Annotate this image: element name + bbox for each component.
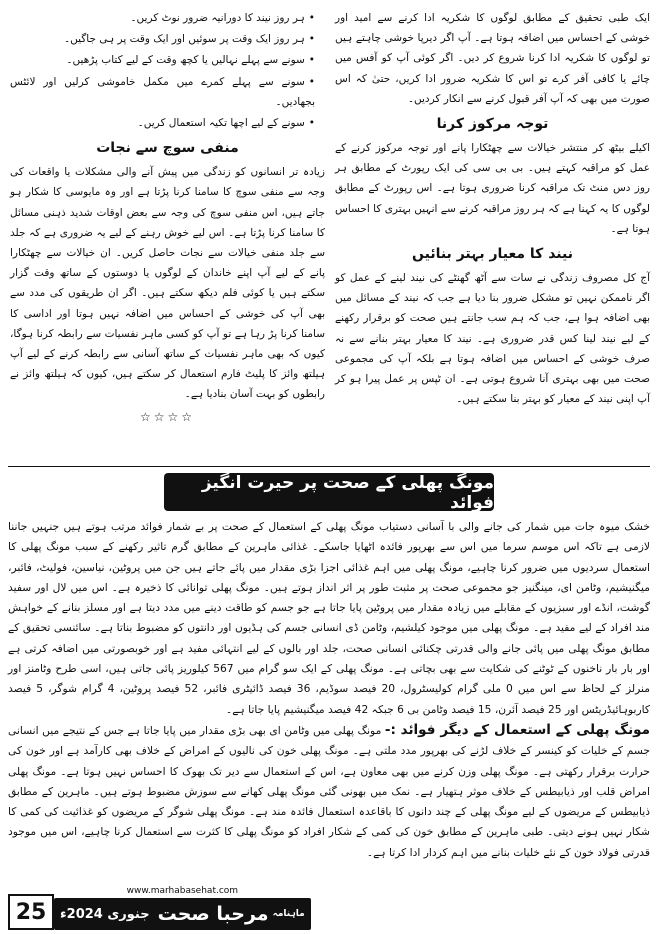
article-title: مونگ پھلی کے صحت پر حیرت انگیز فوائد [201,472,494,513]
article-title-banner [164,473,494,511]
sleep-heading: نیند کا معیار بہتر بنائیں [412,246,573,263]
sleep-tip-2: • ہر روز ایک وقت پر سوئیں اور ایک وقت پر ہی جاگیں۔ [10,29,325,49]
left-column [10,8,325,460]
page-footer [8,880,328,930]
website-url[interactable]: www.marhabasehat.com [126,886,239,896]
article-body [8,517,650,859]
peanut-benefits-paragraph [8,720,650,863]
negative-thinking-heading: منفی سوچ سے نجات [96,140,239,157]
section-divider [8,466,650,467]
peanut-intro-paragraph: خشک میوہ جات میں شمار کی جانے والی با آسانی دستیاب مونگ پھلی کے استعمال کے صحت پر بے شمار فوائد مرتب ہوتے ہیں جنہیں جاننا لازمی ہے تاکہ اس موسم سرما میں اس سے بھرپور فائدہ اٹھایا جاسکے۔ غذائی ماہرین کے مطابق گرم تاثیر رکھنے کے سبب مونگ پھلی کا استعمال سردیوں میں ضرور کرنا چاہیے، مونگ پھلی میں اہم غذائی اجزا بڑی مقدار میں پائے جاتے ہیں جن میں پروٹین، نیاسین، فولیٹ، فائبر، میگنیشیم، وٹامن ای، مینگنیز جو مجموعی صحت پر مثبت طور پر اثر انداز ہوتے ہیں۔ مونگ پھلی توانائی کا ذخیرہ ہے۔ اس میں لال اور سفید گوشت، انڈے اور سبزیوں کے مقابلے میں زیادہ مقدار میں پروٹین پایا جاتا ہے جو جسم کو طاقت دینے میں مدد دیتا ہے اور مسلز بنانے کے خواہش مند افراد کے لیے مفید ہے۔ مونگ پھلی میں موجود کیلشیم، وٹامن ڈی انسانی جسم کی ہڈیوں اور دانتوں کو مضبوط بناتا ہے۔ سائنسی تحقیق کے مطابق مونگ پھلی میں پائی جانے والی قدرتی چکنائی انسانی صحت، جلد اور بالوں کے لیے انتہائی مفید ہے اور خوبصورتی میں اضافہ کرتی ہے اور بار بار ناخنوں کے ٹوٹنے کی شکایت سے بھی بچاتی ہے۔ مونگ پھلی کے ایک سو گرام میں 567 کیلوریز پائی جاتی ہیں، اسی طرح وٹامنز اور منرلز کے لحاظ سے اس میں 0 ملی گرام کولیسٹرول، 20 فیصد سوڈیم، 36 فیصد ڈائیٹری فائبر، 52 فیصد پروٹین، 4 گرام شوگر، 5 فیصد کاربوہائیڈریٹس اور 25 فیصد آئرن، 15 فیصد وٹامن بی 6 جبکہ 42 فیصد میگنیشیم پایا جاتا ہے۔ [8,520,650,716]
monthly-label: ماہنامہ [272,909,305,919]
focus-heading: توجہ مرکوز کرنا [436,116,549,133]
magazine-branding [54,886,311,930]
other-benefits-subheading: مونگ پھلی کے استعمال کے دیگر فوائد :- [384,721,650,738]
issue-date: جنوری 2024ء [60,906,150,922]
sleep-tip-1: • ہر روز نیند کا دورانیہ ضرور نوٹ کریں۔ [10,8,325,28]
top-columns [8,8,650,460]
sleep-tip-3: • سونے سے پہلے نہالیں یا کچھ وقت کے لیے کتاب پڑھیں۔ [10,50,325,70]
magazine-masthead [54,898,311,930]
right-column [335,8,650,460]
other-benefits-text: مونگ پھلی میں وٹامن ای بھی بڑی مقدار میں پایا جاتا ہے جس کے نتیجے میں انسانی جسم کے خلیات کو کینسر کے خلاف لڑنے کی بھرپور مدد ملتی ہے۔ مونگ پھلی خون کی نالیوں کے امراض کے خلاف بھی کارآمد ہے اور خون کی حرارت برقرار رکھتی ہے۔ مونگ پھلی وزن کرنے میں بھی معاون ہے، اس کے استعمال سے دیر تک بھوک کا احساس نہیں ہوتا ہے۔ مونگ پھلی امراض قلب اور ذیابیطس کے خلاف موثر ہتھیار ہے۔ نمک میں بھونی گئی مونگ پھلی کھانے سے سوزش مضبوط ہوتے ہیں۔ ماہرین کے مطابق ذیابیطس کے مریضوں کے لیے مونگ پھلی کے چند دانوں کا باقاعدہ استعمال فائدہ مند ہے۔ مونگ پھلی شوگر کے مریضوں کو غذائیت کی کمی کا شکار نہیں ہونے دیتی۔ طبی ماہرین کے مطابق خون کی کمی کے شکار افراد کو مونگ پھلی کا کثرت سے استعمال کرنا چاہیے، اس میں موجود قدرتی فولاد خون کے نئے خلیات بنانے میں اہم کردار ادا کرتا ہے۔ [8,723,650,859]
sleep-paragraph: آج کل مصروف زندگی نے سات سے آٹھ گھنٹے کی نیند لینے کے عمل کو اگر ناممکن نہیں تو مشکل ضرور بنا دیا ہے جب کہ نیند کے مسائل میں بھی اضافہ ہوا ہے، جب کہ ہم سب جانتے ہیں صحت کو برقرار رکھنے کے لیے نیند لینا کس قدر ضروری ہے۔ نیند کا معیار بہتر بنانے سے نہ صرف خوشی کے احساس میں اضافہ ہوتا ہے بلکہ آپ کی مجموعی صحت میں بھی بہتری آنا شروع ہوتی ہے۔ ان ٹپس پر عمل پیرا ہو کر آپ اپنی نیند کے معیار کو بہتر بنا سکتے ہیں۔ [335,272,650,406]
sleep-tip-5: • سونے کے لیے اچھا تکیہ استعمال کریں۔ [10,113,325,133]
sleep-tip-4: • سونے سے پہلے کمرے میں مکمل خاموشی کرلیں اور لائٹس بجھادیں۔ [10,72,325,112]
magazine-name: مرحبا صحت [157,903,269,925]
page-number: 25 [8,894,54,930]
section-end-stars: ☆☆☆☆ [139,409,196,424]
thankfulness-paragraph: ایک طبی تحقیق کے مطابق لوگوں کا شکریہ ادا کرنے سے امید اور خوشی کے احساس میں اضافہ ہوتا ہے۔ آپ اگر دیرپا خوشی چاہتے ہیں تو لوگوں کا شکریہ ادا کرنا شروع کر دیں۔ اگر کوئی آپ کو آفس میں چائے یا کافی آفر کرے تو اس کا شکریہ ضرور ادا کریں، حتیٰ کہ اس صورت میں بھی کہ آپ آفر قبول کرنے سے انکار کردیں۔ [335,12,650,105]
negative-thinking-paragraph: زیادہ تر انسانوں کو زندگی میں پیش آنے والی مشکلات یا واقعات کی وجہ سے منفی سوچ کا سامنا کرنا پڑتا ہے اور وہ مایوسی کا شکار ہو جاتے ہیں، اس منفی سوچ کی وجہ سے بعض اوقات شدید ذہنی مسائل کا سامنا کرنا پڑتا ہے۔ اس لیے خوش رہنے کے لیے یہ ضروری ہے کہ جلد سے جلد منفی خیالات سے نجات حاصل کریں۔ ان خیالات سے چھٹکارا پانے کے لیے آپ اپنے خاندان کے لوگوں یا دوستوں کے ساتھ وقت گزار سکتے ہیں یا کوئی فلم دیکھ سکتے ہیں۔ اگر ان طریقوں کی مدد سے بھی آپ کی خوشی کے احساس میں اضافہ نہیں ہوتا اور اداسی کا سامنا کرنا پڑ رہا ہے تو آپ کو کسی ماہر نفسیات سے رابطہ کرنا ہوگا، کیوں کہ بھی ماہر نفسیات کے ساتھ آسانی سے رابطہ کرنے کے لیے آپ ہیلتھ وائز کا پلیٹ فارم استعمال کر سکتے ہیں، کیوں کہ ہیلتھ وائز نے رابطوں کو بہت آسان بنادیا ہے۔ [10,166,325,401]
meditation-paragraph: اکیلے بیٹھ کر منتشر خیالات سے چھٹکارا پانے اور توجہ مرکوز کرنے کے عمل کو مراقبہ کہتے ہیں۔ بی بی سی کی ایک رپورٹ کے مطابق ہر روز دس منٹ تک مراقبہ کرنا ضروری ہوتا ہے۔ اس رپورٹ کے مطابق لوگوں کا یہ کہنا ہے کہ ہر روز مراقبہ کرنے سے انہیں بہتری کا احساس ہوتا ہے۔ [335,142,650,235]
